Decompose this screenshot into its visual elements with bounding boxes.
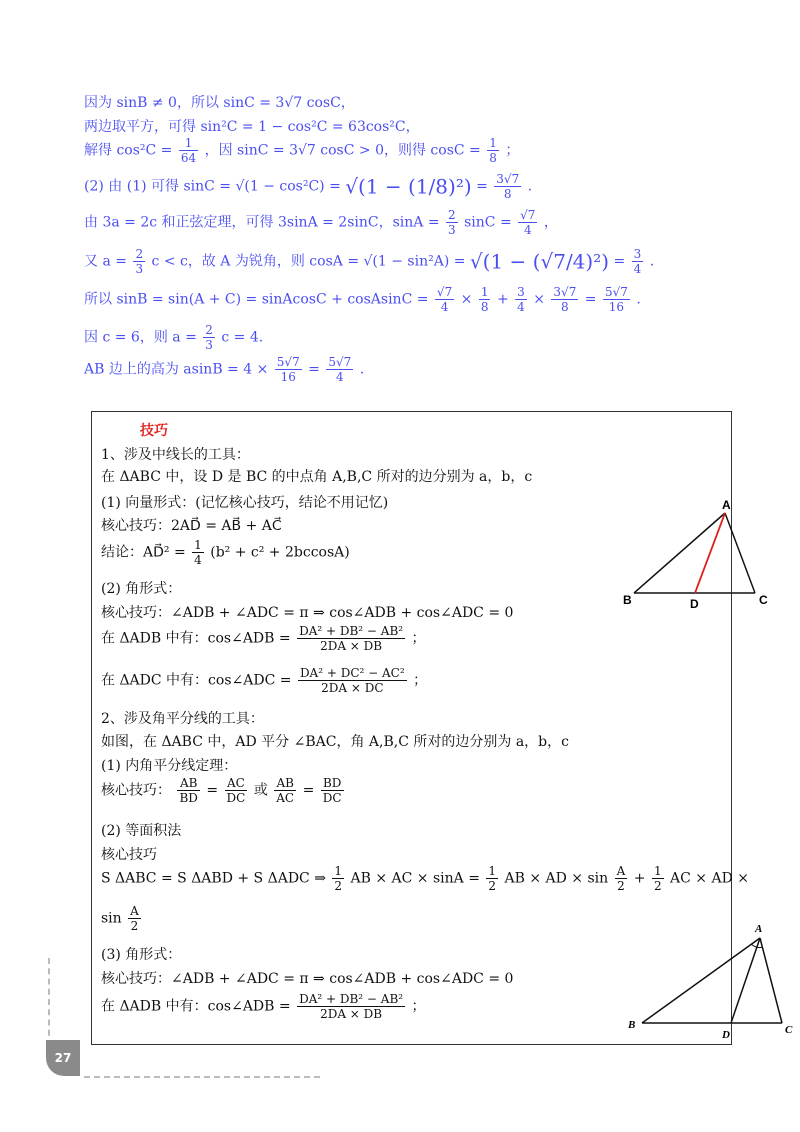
numerator: 1 [480,285,489,299]
numerator: DA² + DB² − AB² [299,624,404,638]
tips-line: 核心技巧 [101,847,157,863]
footer-dashed-line [84,1076,320,1078]
fraction [487,136,499,165]
numerator: √7 [436,285,453,299]
text: (2) 由 (1) 可得 sinC = √(1 − cos²C) = [84,178,341,195]
fraction [486,864,498,893]
label-b: B [623,593,632,607]
fraction [297,624,405,653]
denominator: 4 [517,300,525,314]
numerator: 3 [517,285,525,299]
numerator: DA² + DC² − AC² [299,666,405,680]
operator: = [308,361,320,378]
numerator: √7 [520,208,536,222]
solution-line-4 [84,172,532,201]
tips-line [101,864,749,893]
fraction [446,208,458,237]
tips-line: 2、涉及角平分线的工具： [101,711,264,727]
label-d: D [690,597,699,611]
text: 所以 sinB = sin(A + C) = sinAcosC + cosAsinC = [84,291,429,308]
denominator: BD [179,791,198,805]
page-number: 27 [46,1040,80,1076]
fraction [515,285,527,314]
operator: = [584,291,597,308]
denominator: DC [226,791,246,805]
solution-line-3 [84,136,519,165]
fraction [652,864,664,893]
label-a: A [755,923,763,935]
text: AB 边上的高为 asinB = 4 × [84,361,269,378]
text: 因 c = 6，则 a = [84,329,197,346]
text: . [359,361,365,378]
fraction [177,776,199,805]
denominator: 2 [653,879,662,893]
text: ； [505,142,520,159]
denominator: 8 [561,300,569,314]
numerator: 5√7 [328,355,352,369]
margin-dashed-line [48,958,50,1046]
text: ，因 sinC = 3√7 cosC > 0，则得 cosC = [204,142,481,159]
fraction [298,666,407,695]
fraction [494,172,521,201]
denominator: 2DA × DB [320,1007,383,1021]
solution-line-2: 两边取平方，可得 sin²C = 1 − cos²C = 63cos²C， [84,119,420,135]
denominator: 4 [523,223,532,237]
numerator: AC [225,776,248,791]
side-ac [760,938,782,1023]
numerator: A [130,904,139,918]
fraction [225,776,248,805]
text: AB × AD × sin [504,870,609,887]
tips-line: (1) 内角平分线定理： [101,758,238,774]
denominator: 16 [280,370,296,384]
fraction [275,355,302,384]
label-a: A [722,498,731,512]
numerator: DA² + DB² − AB² [299,992,404,1006]
numerator: 1 [194,538,202,552]
tips-line [101,776,346,805]
text: AC × AD × [670,870,749,887]
denominator: 4 [440,300,449,314]
fraction [326,355,353,384]
numerator: 1 [179,136,198,151]
operator: × [533,291,545,308]
operator: = [206,782,219,799]
fraction [274,776,296,805]
tips-line: (2) 角形式： [101,581,182,597]
numerator: 1 [489,136,497,150]
numerator: 2 [135,247,144,261]
denominator: 3 [135,262,144,276]
fraction [551,285,578,314]
tips-line [101,904,143,933]
numerator: 5√7 [604,285,628,299]
text: 在 ΔADB 中有：cos∠ADB = [101,998,291,1015]
denominator: AC [276,791,295,805]
text: . [636,291,641,308]
text: 又 a = [84,253,127,270]
side-ab [634,513,725,593]
text: c < c，故 A 为锐角，则 cosA = √(1 − sin²A) = [151,253,466,270]
numerator: 3√7 [553,285,577,299]
side-ab [642,938,760,1023]
numerator: BD [321,776,344,791]
side-ac [725,513,755,593]
tips-line: 在 ΔABC 中，设 D 是 BC 的中点角 A,B,C 所对的边分别为 a，b，c [101,469,533,485]
solution-line-8 [84,323,263,352]
operator: = [302,782,315,799]
numerator: AB [274,776,296,791]
numerator: 5√7 [276,355,300,369]
numerator: 2 [448,208,456,222]
denominator: 2 [334,879,343,893]
tips-line: (1) 向量形式：(记忆核心技巧，结论不用记忆) [101,495,389,511]
denominator: 4 [194,553,202,567]
text: ； [413,672,428,689]
fraction [479,285,491,314]
tips-box [91,411,793,1045]
denominator: 3 [205,338,213,352]
solution-line-9 [84,355,364,384]
numerator: 3 [633,247,642,261]
tips-line [101,538,350,567]
operator: + [633,870,646,887]
text: . [527,178,533,195]
fraction [203,323,215,352]
text: sin [101,910,122,927]
denominator: 8 [489,151,497,165]
root-expression: √(1 − (1/8)²) [345,174,472,199]
text: = [613,253,626,270]
denominator: 3 [448,223,456,237]
text: ； [411,630,426,647]
fraction [603,285,630,314]
text: = [476,178,488,195]
numerator: 1 [334,864,343,878]
denominator: 8 [480,300,489,314]
denominator: 2DA × DB [320,639,383,653]
operator: + [496,291,509,308]
text: 结论：AD⃗² = [101,544,186,561]
text: 核心技巧： [101,782,171,799]
tips-line: 核心技巧：∠ADB + ∠ADC = π ⇒ cos∠ADB + cos∠ADC = 0 [101,971,514,987]
solution-line-1: 因为 sinB ≠ 0，所以 sinC = 3√7 cosC， [84,95,355,111]
fraction [128,904,141,933]
solution-line-5 [84,208,558,237]
label-d: D [722,1029,730,1041]
numerator: 1 [653,864,662,878]
solution-line-7 [84,285,641,314]
root-expression: √(1 − (√7/4)²) [469,249,610,274]
text: ； [411,998,426,1015]
text: 或 [253,782,268,799]
fraction [435,285,454,314]
fraction [615,864,628,893]
fraction [332,864,344,893]
denominator: 8 [503,187,512,201]
denominator: 2 [617,879,625,893]
label-c: C [759,593,768,607]
fraction [518,208,537,237]
text: 在 ΔADB 中有：cos∠ADB = [101,630,291,647]
denominator: 4 [633,262,642,276]
tips-title: 技巧 [140,423,168,439]
fraction [632,247,644,276]
numerator: 2 [205,323,213,337]
numerator: AB [177,776,199,791]
tips-line: (3) 角形式： [101,947,182,963]
fraction [321,776,344,805]
denominator: 4 [336,370,344,384]
tips-line [101,624,426,653]
text: (b² + c² + 2bccosA) [210,544,350,561]
denominator: 16 [608,300,625,314]
denominator: DC [322,791,342,805]
fraction [297,992,405,1021]
tips-line: 1、涉及中线长的工具： [101,447,250,463]
text: c = 4. [221,329,264,346]
numerator: A [616,864,626,878]
denominator: 64 [180,151,197,165]
denominator: 2 [130,919,139,933]
bisector-ad [731,938,760,1023]
tips-line [101,992,426,1021]
fraction [179,136,198,165]
text: ， [543,214,558,231]
label-c: C [785,1024,793,1036]
denominator: 2 [488,879,497,893]
text: . [649,253,655,270]
text: AB × AC × sinA = [350,870,480,887]
text: 解得 cos²C = [84,142,173,159]
text: S ΔABC = S ΔABD + S ΔADC ⇒ [101,870,326,887]
operator: × [460,291,473,308]
median-ad [695,513,725,593]
tips-line [101,666,427,695]
bisector-triangle-figure [620,922,800,1042]
numerator: 1 [488,864,497,878]
label-b: B [628,1019,636,1031]
solution-line-6 [84,247,654,276]
denominator: 2DA × DC [321,681,384,695]
fraction [133,247,145,276]
fraction [192,538,204,567]
numerator: 3√7 [496,172,520,186]
tips-line: 核心技巧：∠ADB + ∠ADC = π ⇒ cos∠ADB + cos∠ADC = 0 [101,605,514,621]
tips-line: 如图，在 ΔABC 中，AD 平分 ∠BAC，角 A,B,C 所对的边分别为 a，b，c [101,734,569,750]
median-triangle-figure [619,497,779,617]
tips-line: 核心技巧：2AD⃗ = AB⃗ + AC⃗ [101,518,282,534]
text: sinC = [464,214,512,231]
text: 在 ΔADC 中有：cos∠ADC = [101,672,292,689]
text: 由 3a = 2c 和正弦定理，可得 3sinA = 2sinC，sinA = [84,214,440,231]
tips-line: (2) 等面积法 [101,823,182,839]
